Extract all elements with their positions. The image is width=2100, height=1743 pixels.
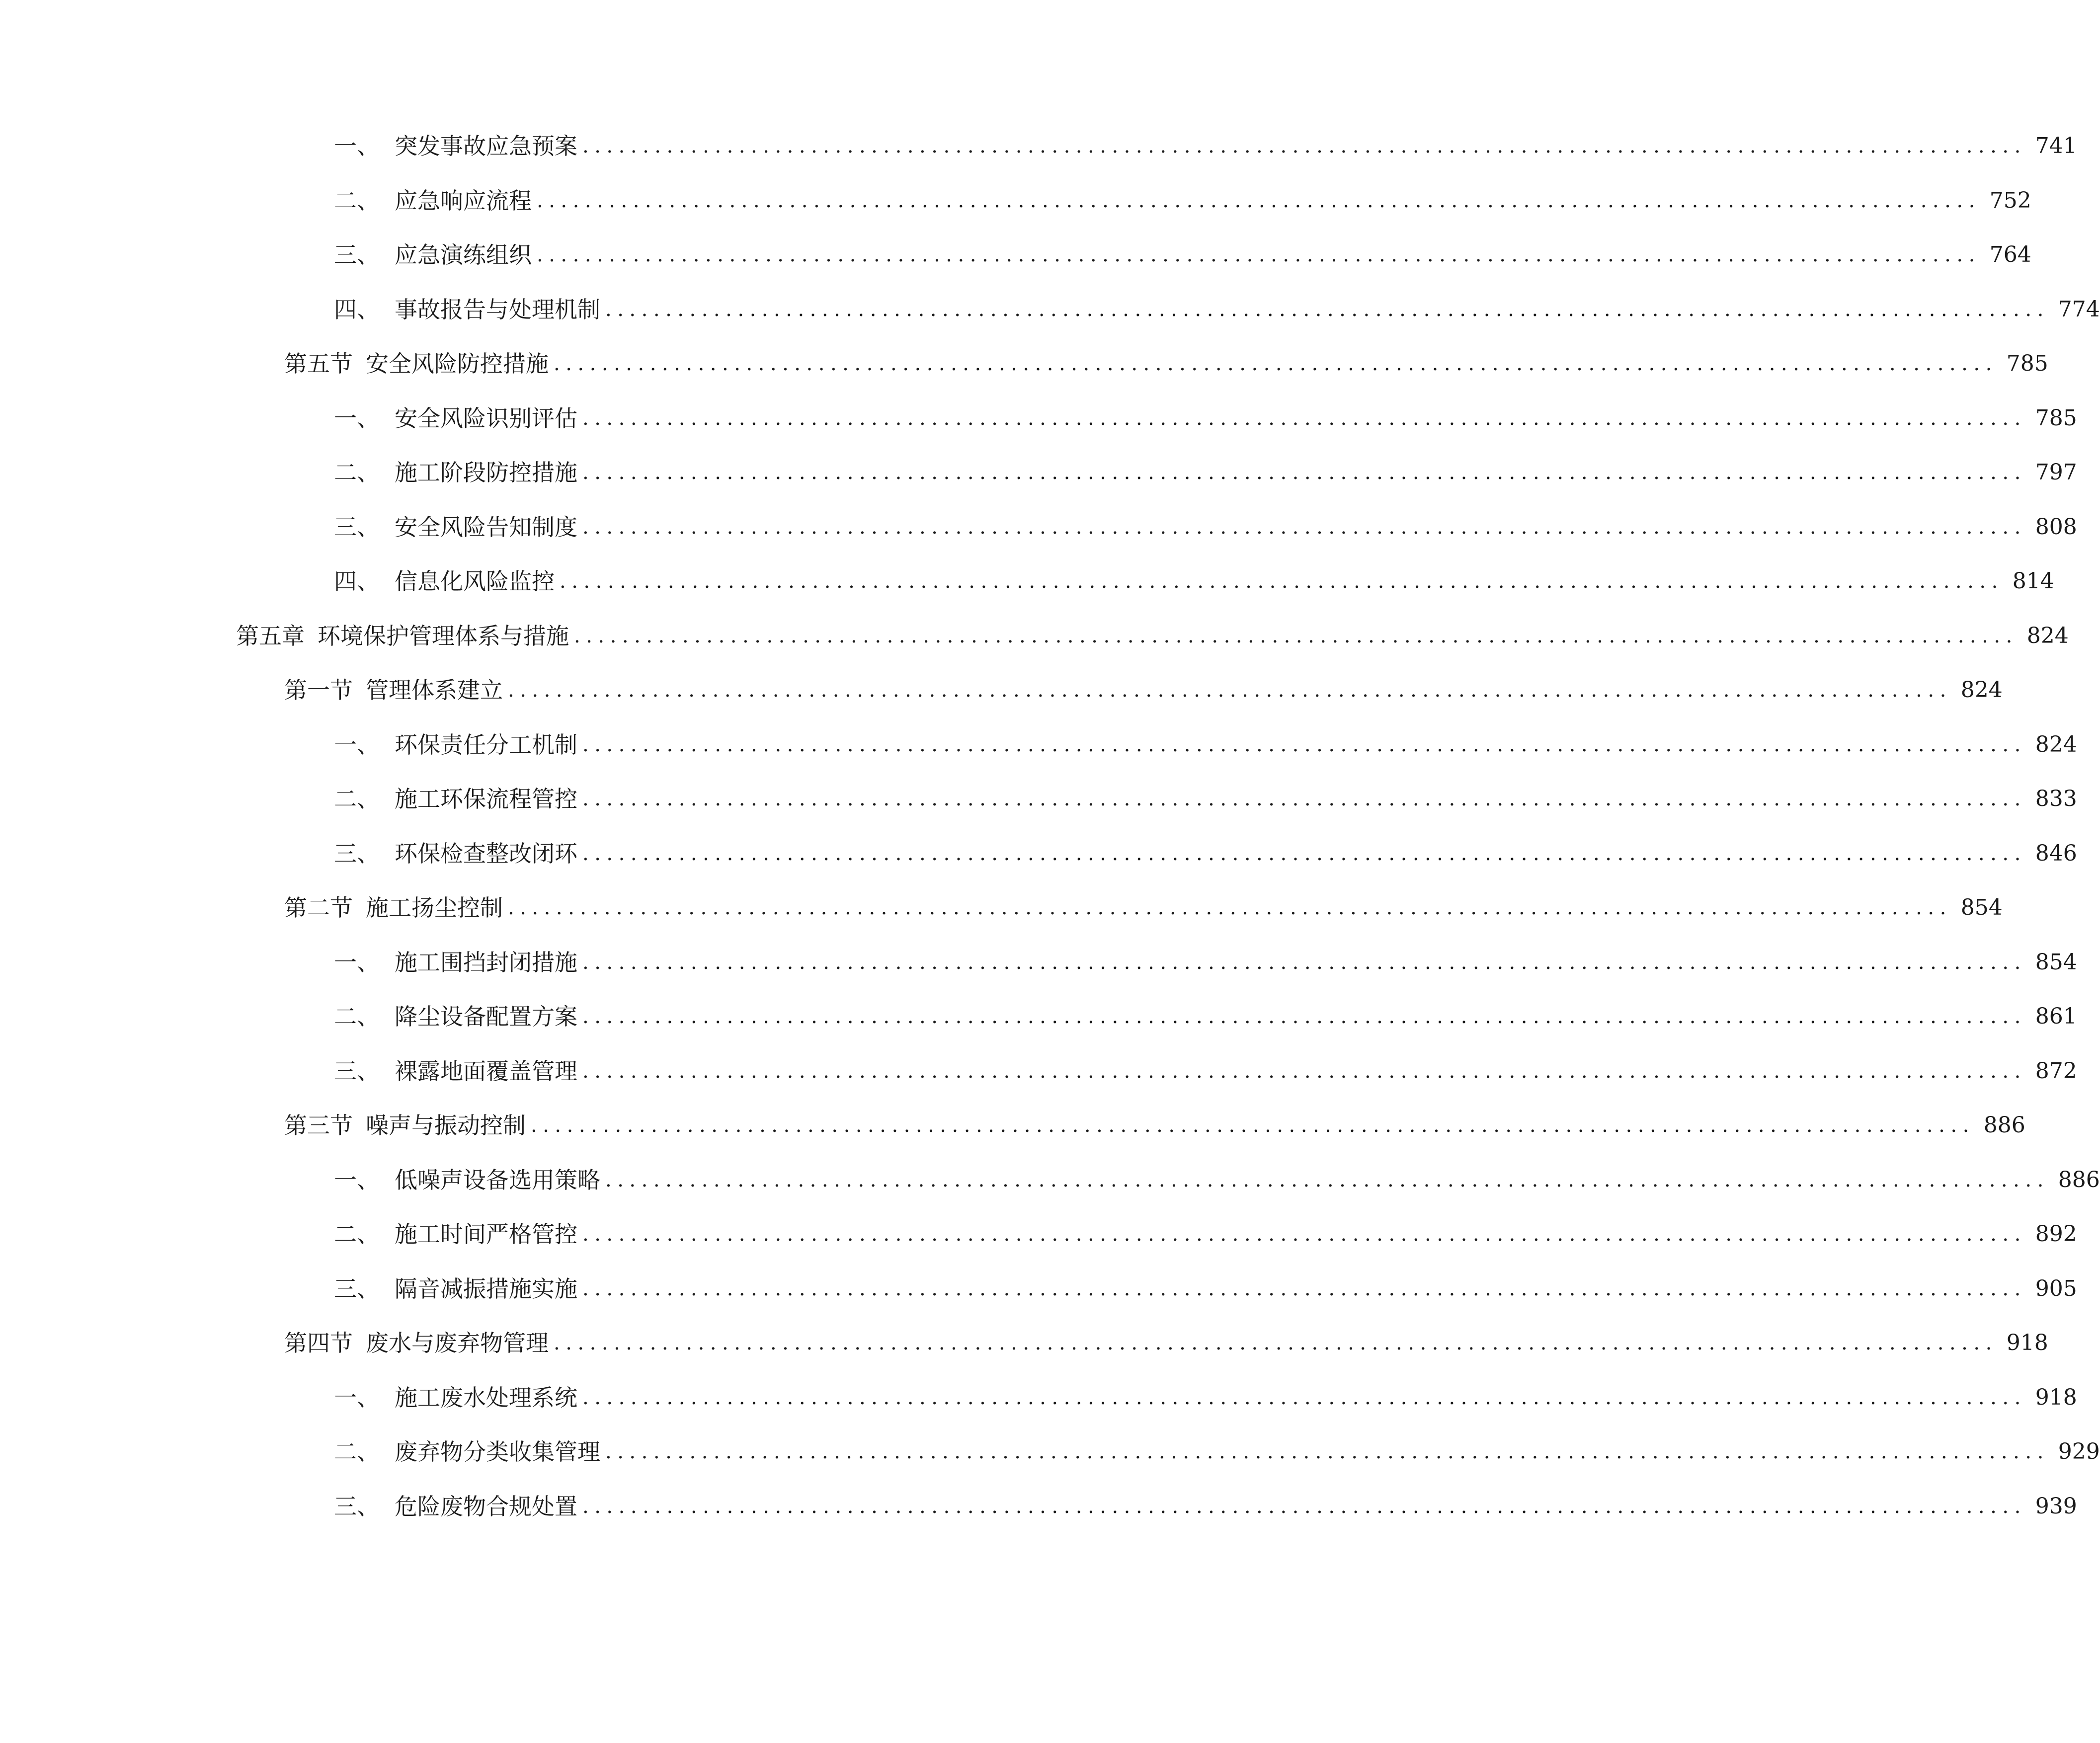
toc-entry-page-number: 764: [1989, 242, 2031, 267]
toc-entry-page-number: 872: [2035, 1058, 2077, 1084]
toc-entry-title: 施工阶段防控措施: [395, 459, 577, 486]
dot-leader: ........................................................................................................................: [531, 1114, 1975, 1137]
toc-entry[interactable]: [334, 1160, 2100, 1200]
toc-entry-number: 二、: [334, 786, 380, 812]
toc-entry-number: 第四节: [284, 1330, 353, 1356]
toc-entry-number: 三、: [334, 241, 380, 268]
dot-leader: ........................................................................................................................: [508, 679, 1952, 702]
toc-entry-label: [334, 1214, 577, 1254]
toc-entry-label: [334, 997, 577, 1036]
toc-entry-page-number: 752: [1989, 187, 2031, 213]
toc-entry-page-number: 939: [2035, 1493, 2077, 1519]
dot-leader: ........................................................................................................................: [537, 189, 1981, 212]
toc-entry-label: [334, 561, 555, 601]
toc-entry-page-number: 886: [2058, 1167, 2100, 1192]
toc-entry-title: 废水与废弃物管理: [366, 1330, 549, 1356]
toc-entry[interactable]: [334, 561, 2054, 601]
toc-entry-title: 隔音减振措施实施: [395, 1275, 577, 1302]
toc-entry-number: 一、: [334, 949, 380, 976]
toc-entry-number: 第一节: [284, 677, 353, 704]
toc-entry-title: 危险废物合规处置: [395, 1493, 577, 1520]
toc-entry-label: [334, 507, 577, 547]
toc-entry-number: 第五节: [284, 350, 353, 377]
toc-entry[interactable]: [334, 779, 2077, 819]
toc-entry-label: [284, 888, 503, 928]
toc-entry[interactable]: [334, 1432, 2100, 1472]
toc-entry-page-number: 918: [2006, 1330, 2048, 1355]
toc-entry-page-number: 918: [2035, 1384, 2077, 1410]
toc-entry-label: [334, 290, 600, 329]
toc-entry-label: [334, 181, 532, 221]
dot-leader: ........................................................................................................................: [537, 243, 1981, 266]
toc-entry[interactable]: [334, 1487, 2077, 1526]
toc-entry-title: 施工环保流程管控: [395, 786, 577, 812]
toc-entry-label: [284, 344, 549, 384]
toc-entry-label: [334, 779, 577, 819]
dot-leader: ........................................................................................................................: [582, 1495, 2026, 1518]
toc-entry-page-number: 785: [2035, 405, 2077, 431]
toc-entry-page-number: 824: [1960, 677, 2003, 703]
toc-entry-page-number: 861: [2035, 1004, 2077, 1029]
toc-entry-label: [334, 1487, 577, 1526]
toc-entry[interactable]: [284, 670, 2003, 710]
toc-entry-page-number: 929: [2058, 1439, 2100, 1464]
toc-entry-label: [334, 398, 577, 438]
toc-entry[interactable]: [334, 235, 2031, 275]
toc-entry-page-number: 808: [2035, 514, 2077, 540]
dot-leader: ........................................................................................................................: [554, 1332, 1998, 1354]
toc-entry-page-number: 774: [2058, 296, 2100, 322]
toc-entry-page-number: 905: [2035, 1275, 2077, 1301]
toc-entry[interactable]: [334, 398, 2077, 438]
dot-leader: ........................................................................................................................: [582, 788, 2026, 810]
toc-entry-title: 降尘设备配置方案: [395, 1003, 577, 1030]
dot-leader: ........................................................................................................................: [508, 896, 1952, 919]
toc-entry-page-number: 886: [1983, 1112, 2025, 1138]
toc-entry-number: 二、: [334, 1221, 380, 1248]
toc-entry-number: 第五章: [236, 622, 305, 649]
toc-entry[interactable]: [334, 181, 2031, 221]
toc-entry-label: [334, 725, 577, 765]
toc-entry-number: 四、: [334, 296, 380, 323]
toc-entry[interactable]: [334, 1214, 2077, 1254]
toc-entry-title: 环境保护管理体系与措施: [318, 622, 569, 649]
toc-entry[interactable]: [284, 888, 2003, 928]
toc-entry[interactable]: [334, 834, 2077, 873]
toc-entry-title: 低噪声设备选用策略: [395, 1166, 600, 1193]
dot-leader: ........................................................................................................................: [560, 570, 2004, 593]
toc-entry-label: [334, 1432, 600, 1472]
toc-entry-number: 三、: [334, 513, 380, 541]
dot-leader: ........................................................................................................................: [574, 624, 2018, 647]
toc-entry-page-number: 892: [2035, 1221, 2077, 1247]
toc-entry-number: 三、: [334, 840, 380, 867]
toc-entry-title: 环保责任分工机制: [395, 731, 577, 758]
toc-entry[interactable]: [334, 126, 2077, 166]
dot-leader: ........................................................................................................................: [582, 1386, 2026, 1409]
toc-entry-label: [334, 235, 532, 275]
dot-leader: ........................................................................................................................: [582, 1059, 2026, 1083]
toc-entry-number: 三、: [334, 1275, 380, 1302]
toc-entry-page-number: 854: [2035, 949, 2077, 975]
toc-entry-title: 施工扬尘控制: [366, 894, 503, 921]
dot-leader: ........................................................................................................................: [582, 842, 2026, 865]
toc-entry-title: 应急响应流程: [395, 187, 532, 214]
toc-entry-number: 四、: [334, 568, 380, 595]
toc-entry-number: 三、: [334, 1493, 380, 1520]
toc-entry[interactable]: [236, 616, 2069, 656]
toc-entry-page-number: 814: [2012, 568, 2054, 594]
toc-entry-title: 噪声与振动控制: [366, 1112, 526, 1139]
toc-entry-number: 一、: [334, 133, 380, 159]
toc-entry-page-number: 854: [1960, 895, 2003, 920]
toc-entry-title: 事故报告与处理机制: [395, 296, 600, 323]
toc-entry-title: 安全风险识别评估: [395, 404, 577, 432]
dot-leader: ........................................................................................................................: [582, 1277, 2026, 1300]
toc-entry-number: 第三节: [284, 1112, 353, 1139]
dot-leader: ........................................................................................................................: [605, 298, 2049, 321]
toc-entry[interactable]: [334, 1051, 2077, 1091]
toc-entry[interactable]: [334, 997, 2077, 1036]
toc-entry-number: 二、: [334, 1438, 380, 1465]
toc-entry-title: 安全风险防控措施: [366, 350, 549, 377]
toc-entry-number: 一、: [334, 1384, 380, 1411]
toc-entry[interactable]: [334, 453, 2077, 492]
toc-entry[interactable]: [284, 1323, 2048, 1363]
toc-entry-label: [334, 943, 577, 982]
toc-entry[interactable]: [284, 1106, 2025, 1145]
toc-entry-label: [334, 1269, 577, 1309]
toc-entry[interactable]: [334, 1378, 2077, 1418]
dot-leader: ........................................................................................................................: [582, 951, 2026, 974]
toc-entry-number: 一、: [334, 1166, 380, 1193]
toc-entry-label: [334, 1160, 600, 1200]
toc-entry-number: 一、: [334, 731, 380, 758]
dot-leader: ........................................................................................................................: [605, 1440, 2049, 1463]
toc-entry-label: [284, 1323, 549, 1363]
toc-entry-number: 二、: [334, 459, 380, 486]
toc-entry-title: 施工围挡封闭措施: [395, 949, 577, 976]
toc-entry-title: 信息化风险监控: [395, 568, 555, 595]
dot-leader: ........................................................................................................................: [582, 406, 2026, 430]
dot-leader: ........................................................................................................................: [582, 461, 2026, 484]
toc-entry-page-number: 846: [2035, 840, 2077, 866]
toc-entry-page-number: 824: [2035, 731, 2077, 757]
toc-entry-page-number: 824: [2026, 623, 2069, 648]
toc-entry-label: [334, 834, 577, 873]
dot-leader: ........................................................................................................................: [605, 1168, 2049, 1191]
toc-entry[interactable]: [334, 290, 2100, 329]
toc-entry-title: 施工废水处理系统: [395, 1384, 577, 1411]
toc-entry[interactable]: [334, 725, 2077, 765]
toc-entry-page-number: 785: [2006, 351, 2048, 376]
dot-leader: ........................................................................................................................: [582, 1005, 2026, 1028]
dot-leader: ........................................................................................................................: [582, 1223, 2026, 1246]
toc-entry-label: [334, 1378, 577, 1418]
toc-entry-title: 突发事故应急预案: [395, 133, 577, 159]
dot-leader: ........................................................................................................................: [582, 733, 2026, 756]
toc-entry-title: 安全风险告知制度: [395, 513, 577, 541]
toc-entry-title: 应急演练组织: [395, 241, 532, 268]
toc-entry-title: 施工时间严格管控: [395, 1221, 577, 1248]
toc-entry-page-number: 797: [2035, 460, 2077, 485]
toc-entry-number: 三、: [334, 1057, 380, 1085]
toc-entry-title: 管理体系建立: [366, 677, 503, 704]
toc-entry-number: 二、: [334, 187, 380, 214]
toc-entry-title: 废弃物分类收集管理: [395, 1438, 600, 1465]
toc-entry-label: [284, 670, 503, 710]
toc-entry[interactable]: [334, 943, 2077, 982]
toc-entry[interactable]: [334, 1269, 2077, 1309]
dot-leader: ........................................................................................................................: [554, 352, 1998, 375]
toc-entry[interactable]: [284, 344, 2048, 384]
toc-entry-label: [236, 616, 569, 656]
toc-entry-number: 一、: [334, 404, 380, 432]
toc-entry-number: 二、: [334, 1003, 380, 1030]
dot-leader: ........................................................................................................................: [582, 135, 2026, 158]
toc-entry-label: [334, 126, 577, 166]
toc-entry-page-number: 833: [2035, 786, 2077, 811]
toc-entry-label: [334, 1051, 577, 1091]
toc-entry[interactable]: [334, 507, 2077, 547]
toc-entry-label: [284, 1106, 526, 1145]
dot-leader: ........................................................................................................................: [582, 515, 2026, 539]
toc-entry-title: 裸露地面覆盖管理: [395, 1057, 577, 1085]
toc-entry-label: [334, 453, 577, 492]
toc-entry-title: 环保检查整改闭环: [395, 840, 577, 867]
toc-entry-page-number: 741: [2035, 133, 2077, 158]
toc-entry-number: 第二节: [284, 894, 353, 921]
